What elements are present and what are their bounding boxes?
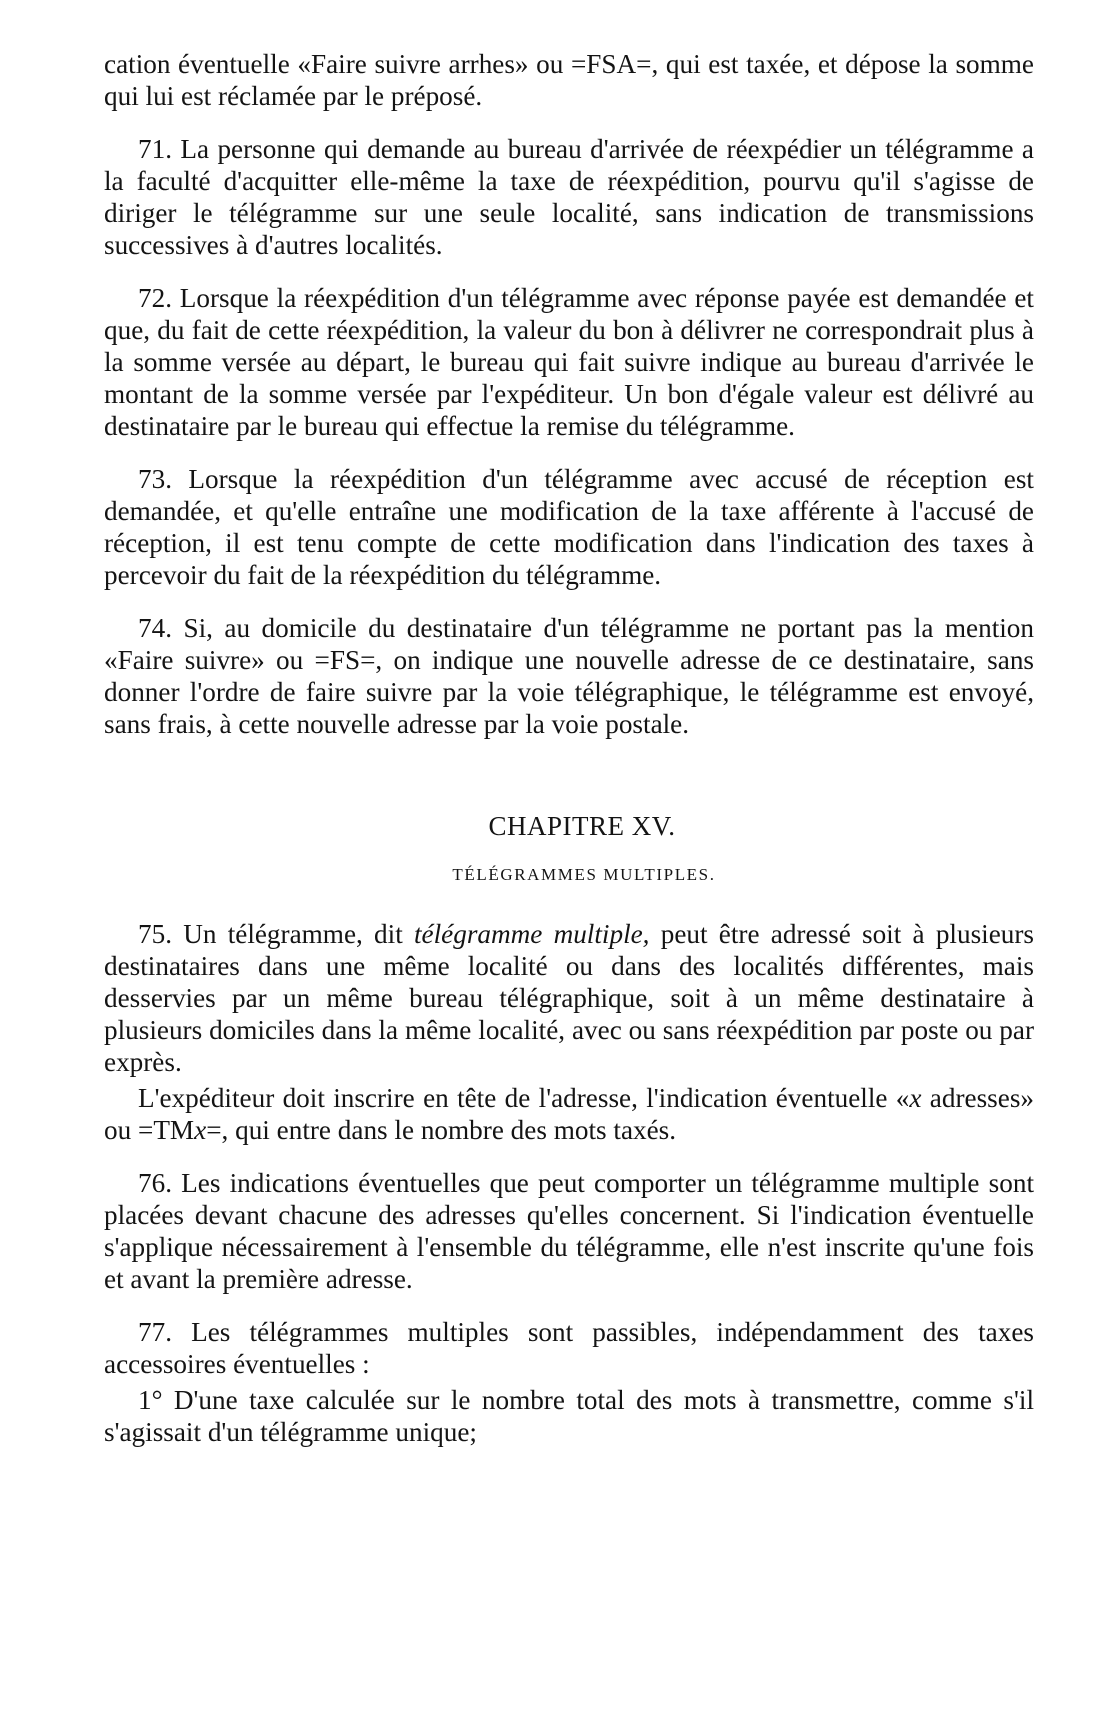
paragraph-75-second-start: L'expéditeur doit inscrire en tête de l'adresse, l'indication éventuelle « [138,1083,910,1113]
paragraph-75-second-middle: adresses» ou =TM [104,1083,1034,1145]
paragraph-72: 72. Lorsque la réexpédition d'un télégramme avec réponse payée est demandée et que, du fait de cette réexpédition, la valeur du bon à délivrer ne correspondrait plus à la somme versée au départ, le bureau qui fait suivre indique au bureau d'arrivée le montant de la somme versée par l'expéditeur. Un bon d'égale valeur est délivré au destinataire par le bureau qui effectue la remise du télégramme. [104,283,1034,441]
paragraph-74: 74. Si, au domicile du destinataire d'un télégramme ne portant pas la mention «Faire suivre» ou =FS=, on indique une nouvelle adresse de ce destinataire, sans donner l'ordre de faire suivre par la voie télégraphique, le télégramme est envoyé, sans frais, à cette nouvelle adresse par la voie postale. [104,613,1034,739]
paragraph-75-text-start: 75. Un télégramme, dit [138,919,414,949]
variable-x-first: x [909,1083,922,1113]
chapter-title: CHAPITRE XV. [488,811,676,841]
paragraph-76: 76. Les indications éventuelles que peut comporter un télégramme multiple sont placées devant chacune des adresses qu'elles concernent. Si l'indication éventuelle s'applique nécessairement à l'ensemble du télégramme, elle n'est inscrite qu'une fois et avant la première adresse. [104,1168,1034,1294]
paragraph-75-second [104,1082,1034,1146]
paragraph-75-italic-term: télégramme multiple, [414,919,650,949]
paragraph-77-item-1: 1° D'une taxe calculée sur le nombre total des mots à transmettre, comme s'il s'agissait d'un télégramme unique; [104,1385,1034,1447]
paragraph-71: 71. La personne qui demande au bureau d'arrivée de réexpédier un télégramme a la faculté d'acquitter elle-même la taxe de réexpédition, pourvu qu'il s'agisse de diriger le télégramme sur une seule localité, sans indication de transmissions successives à d'autres localités. [104,134,1034,260]
paragraph-75-second-end: =, qui entre dans le nombre des mots taxés. [206,1115,677,1145]
paragraph-continuation: cation éventuelle «Faire suivre arrhes» ou =FSA=, qui est taxée, et dépose la somme qui lui est réclamée par le préposé. [104,49,1034,111]
paragraph-75-text-end: peut être adressé soit à plusieurs destinataires dans une même localité ou dans des localités différentes, mais desservies par un même bureau télégraphique, soit à un même destinataire à plusieurs domiciles dans la même localité, avec ou sans réexpédition par poste ou par exprès. [104,919,1035,1077]
section-title: TÉLÉGRAMMES MULTIPLES. [452,865,716,884]
document-page [104,48,1034,1448]
variable-x-second: x [194,1115,207,1145]
paragraph-77: 77. Les télégrammes multiples sont passibles, indépendamment des taxes accessoires éventuelles : [104,1317,1034,1379]
paragraph-75 [104,918,1034,1078]
paragraph-73: 73. Lorsque la réexpédition d'un télégramme avec accusé de réception est demandée, et qu'elle entraîne une modification de la taxe afférente à l'accusé de réception, il est tenu compte de cette modification dans l'indication des taxes à percevoir du fait de la réexpédition du télégramme. [104,464,1034,590]
